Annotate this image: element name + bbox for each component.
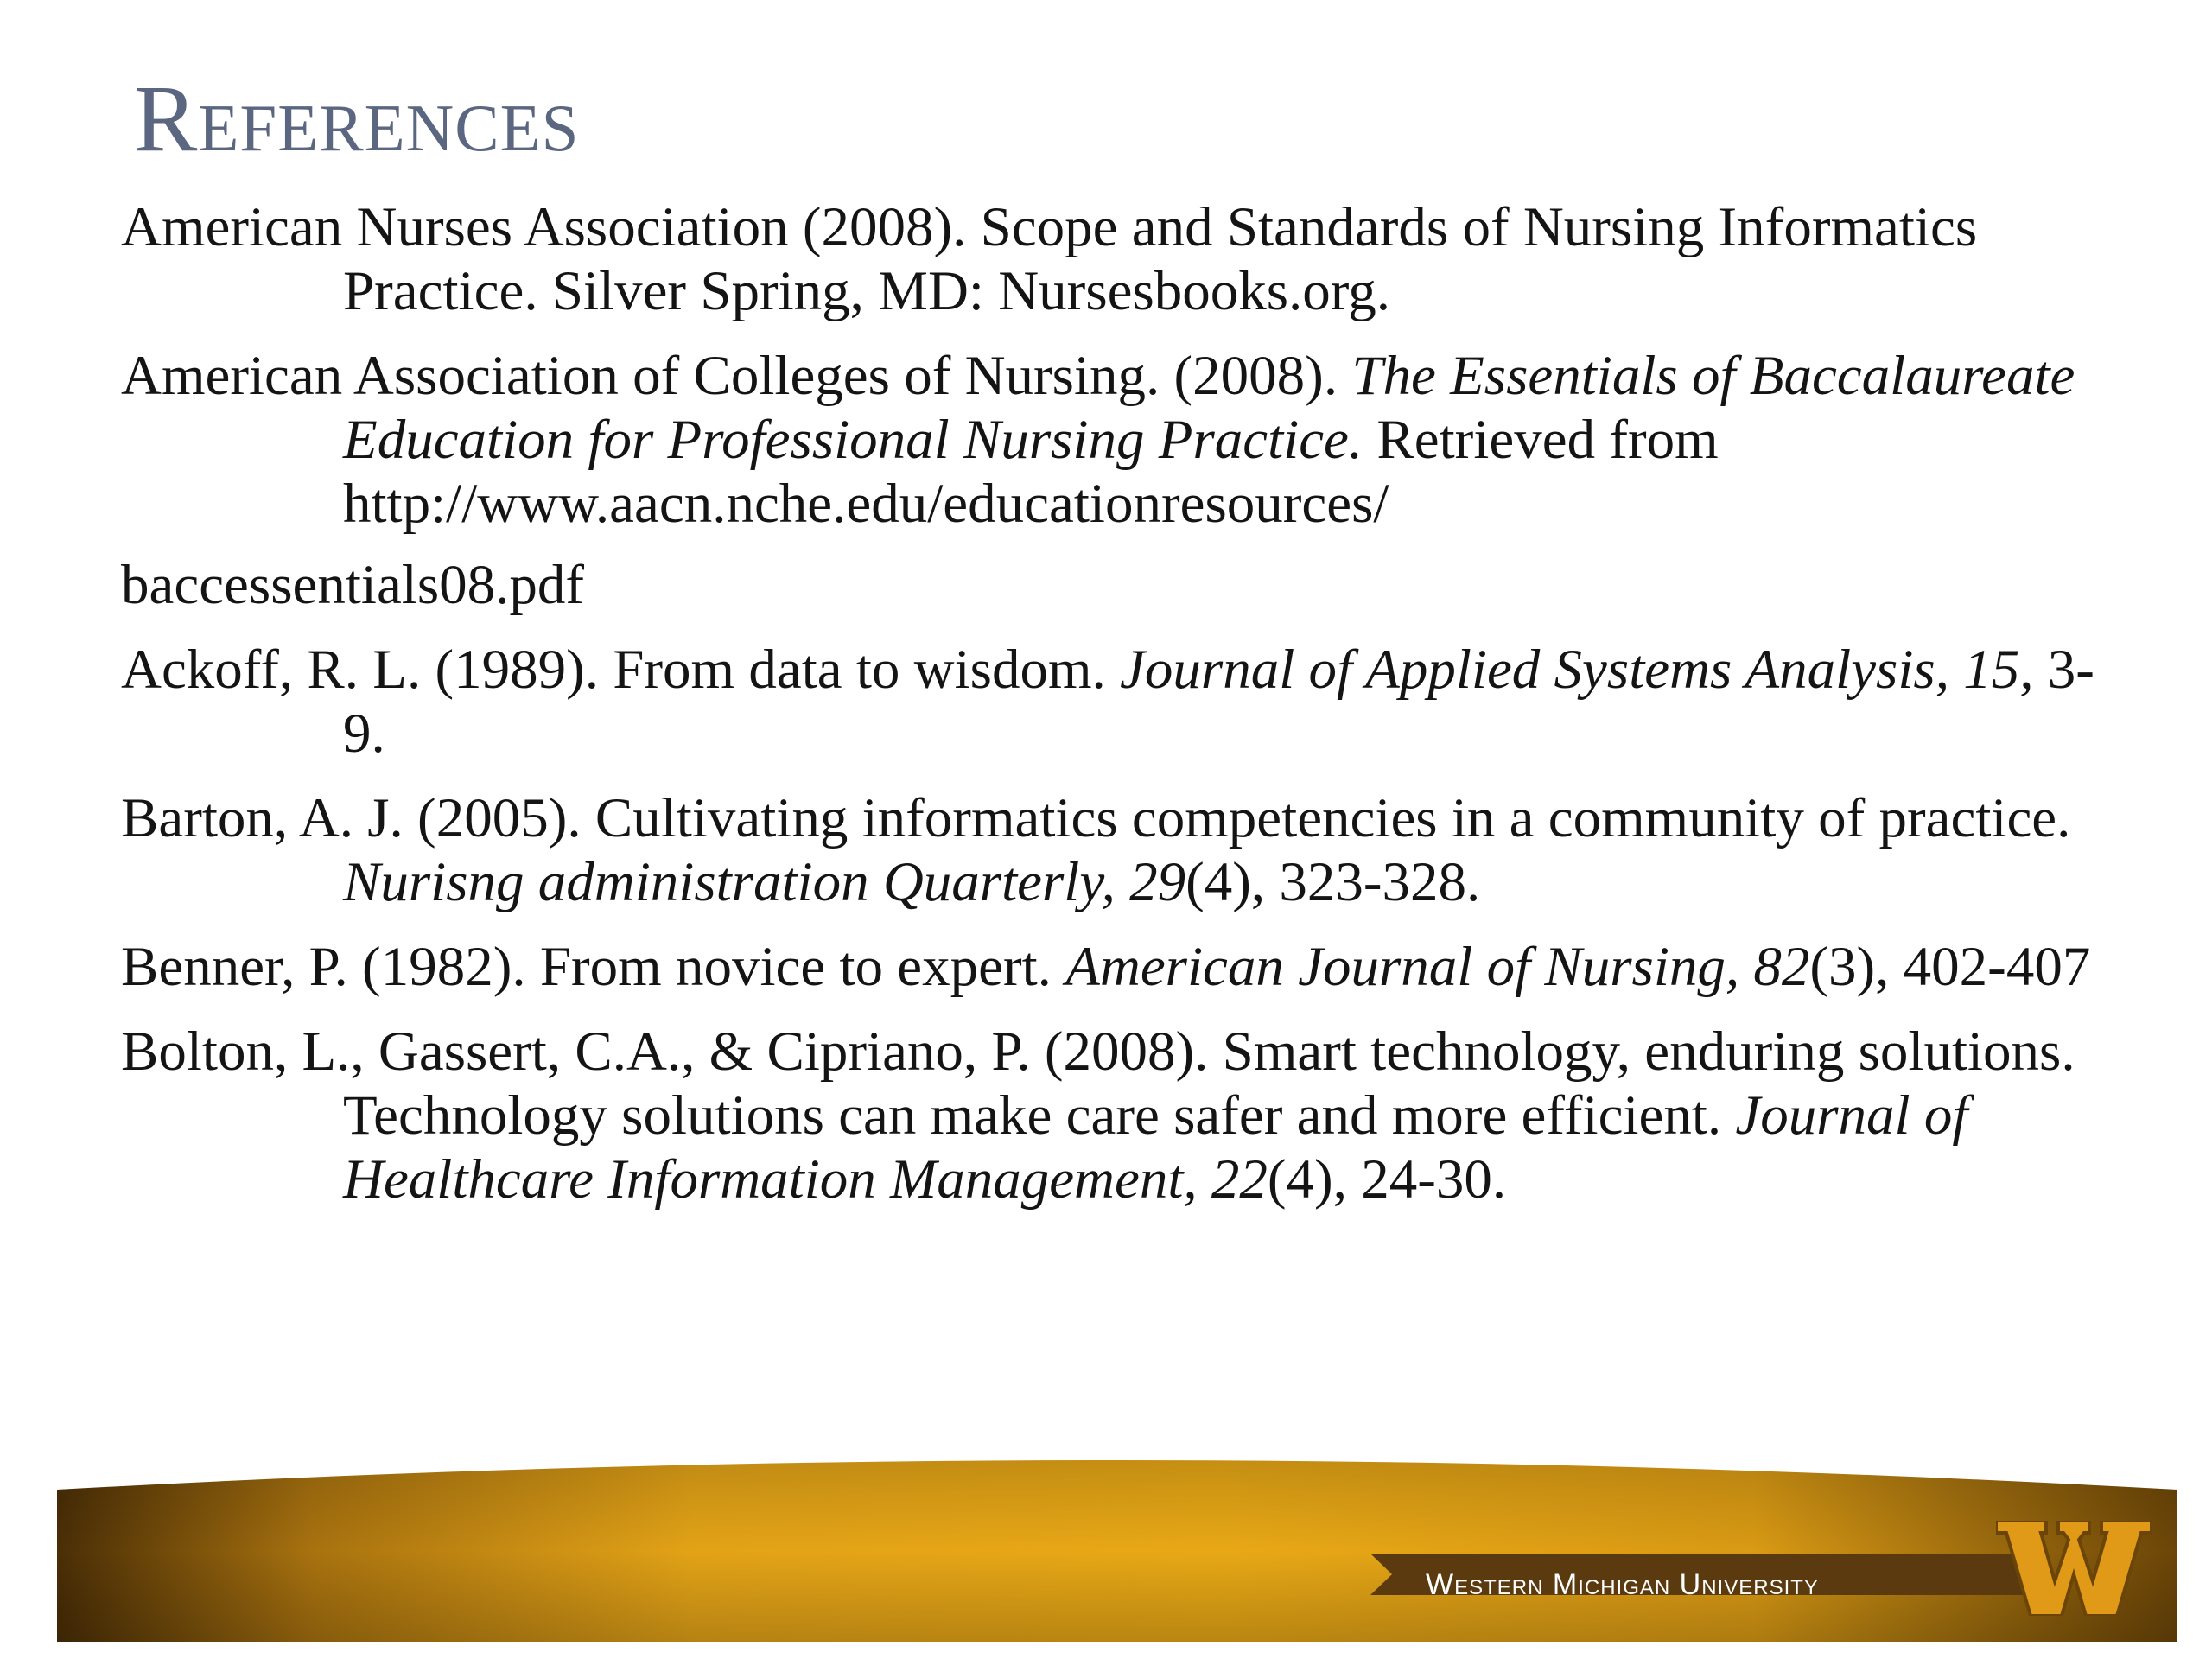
reference-text-part: Ackoff, R. L. (1989). From data to wisdom.	[121, 639, 1121, 701]
reference-text-part: Barton, A. J. (2005). Cultivating informatics competencies in a community of practice.	[121, 787, 2071, 849]
university-name: Western Michigan University	[1426, 1568, 1819, 1601]
banner-graphic	[57, 1460, 2177, 1642]
reference-text-part: baccessentials08.pdf	[121, 554, 585, 616]
reference-italic-part: Nurisng administration Quarterly, 29	[343, 851, 1186, 913]
reference-text-part: Retrieved from http://www.aacn.nche.edu/educationresources/	[343, 409, 1719, 535]
reference-entry	[121, 935, 2108, 999]
slide-title: References	[134, 66, 580, 171]
reference-text-part: Benner, P. (1982). From novice to expert.	[121, 936, 1066, 998]
reference-text-part: (4), 24-30.	[1267, 1148, 1507, 1211]
reference-italic-part: The Essentials of Baccalaureate Education for Professional Nursing Practice.	[343, 345, 2075, 471]
reference-text-part: (3), 402-407	[1809, 936, 2091, 998]
reference-text-part: American Nurses Association (2008). Scope and Standards of Nursing Informatics Practice. Silver Spring, MD: Nursesbooks.org.	[121, 196, 1978, 322]
wmu-w-logo	[1996, 1521, 2152, 1616]
reference-italic-part: American Journal of Nursing, 82	[1065, 936, 1810, 998]
reference-list	[121, 195, 2108, 1232]
reference-text-part: American Association of Colleges of Nursing. (2008).	[121, 345, 1352, 407]
reference-entry	[121, 195, 2108, 323]
reference-entry	[121, 1020, 2108, 1211]
reference-entry	[121, 638, 2108, 766]
reference-entry	[121, 344, 2108, 617]
reference-text-part: 3-9.	[343, 639, 2094, 765]
reference-text-part: Bolton, L., Gassert, C.A., & Cipriano, P. (2008). Smart technology, enduring solutions. Technology solutions can make care safer and more efficient.	[121, 1020, 2075, 1147]
footer-banner	[57, 1460, 2177, 1642]
reference-italic-part: Journal of Applied Systems Analysis, 15,	[1120, 639, 2034, 701]
reference-text-part: (4), 323-328.	[1185, 851, 1481, 913]
reference-entry	[121, 786, 2108, 914]
reference-italic-part: Journal of Healthcare Information Management, 22	[343, 1084, 1968, 1211]
